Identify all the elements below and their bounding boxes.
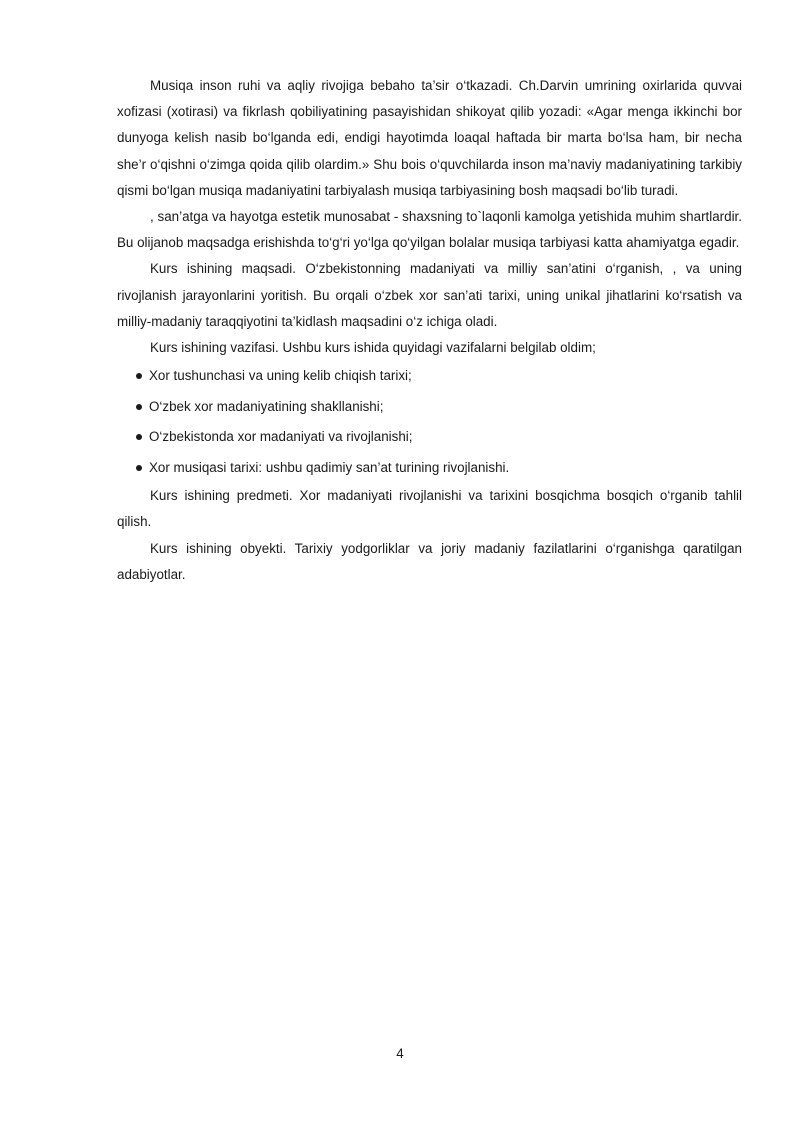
task-list [117,361,742,483]
paragraph-intro: Musiqa inson ruhi va aqliy rivojiga bebaho ta’sir o‘tkazadi. Ch.Darvin umrining oxirlarida quvvai xofizasi (xotirasi) va fikrlash qobiliyatining pasayishidan shikoyat qilib yozadi: «Agar menga ikkinchi bor dunyoga kelish nasib bo‘lganda edi, endigi hayotimda loaqal haftada bir marta bo‘lsa ham, bir necha she’r o‘qishni o‘zimga qoida qilib olardim.» Shu bois o‘quvchilarda inson ma’naviy madaniyatining tarkibiy qismi bo‘lgan musiqa madaniyatini tarbiyalash musiqa tarbiyasining bosh maqsadi bo‘lib turadi. [117,78,742,198]
paragraph-aesthetic: , san’atga va hayotga estetik munosabat - shaxsning to`laqonli kamolga yetishida muhim shartlardir. Bu olijanob maqsadga erishishda to‘g‘ri yo‘lga qo‘yilgan bolalar musiqa tarbiyasi katta ahamiyatga egadir. [117,209,742,251]
list-item-text: Xor tushunchasi va uning kelib chiqish tarixi; [149,368,412,384]
list-item [117,392,742,423]
body-text [117,73,742,588]
bullet-icon [136,465,142,471]
list-item-text: O‘zbek xor madaniyatining shakllanishi; [149,398,384,414]
bullet-icon [136,434,142,440]
list-item-text: O‘zbekistonda xor madaniyati va rivojlanishi; [149,429,413,445]
list-item [117,453,742,484]
paragraph-object: Kurs ishining obyekti. Tarixiy yodgorliklar va joriy madaniy fazilatlarini o‘rganishga qaratilgan adabiyotlar. [117,540,742,582]
bullet-icon [136,373,142,379]
list-item [117,361,742,392]
page-number: 4 [396,1046,404,1061]
paragraph-goal: Kurs ishining maqsadi. O‘zbekistonning madaniyati va milliy san’atini o‘rganish, , va uning rivojlanish jarayonlarini yoritish. Bu orqali o‘zbek xor san’ati tarixi, uning unikal jihatlarini ko‘rsatish va milliy-madaniy taraqqiyotini ta’kidlash maqsadini o‘z ichiga oladi. [117,261,742,329]
paragraph-tasks: Kurs ishining vazifasi. Ushbu kurs ishida quyidagi vazifalarni belgilab oldim; [150,340,596,356]
list-item-text: Xor musiqasi tarixi: ushbu qadimiy san’at turining rivojlanishi. [149,459,510,475]
paragraph-subject: Kurs ishining predmeti. Xor madaniyati rivojlanishi va tarixini bosqichma bosqich o‘rganib tahlil qilish. [117,488,742,530]
bullet-icon [136,404,142,410]
list-item [117,422,742,453]
